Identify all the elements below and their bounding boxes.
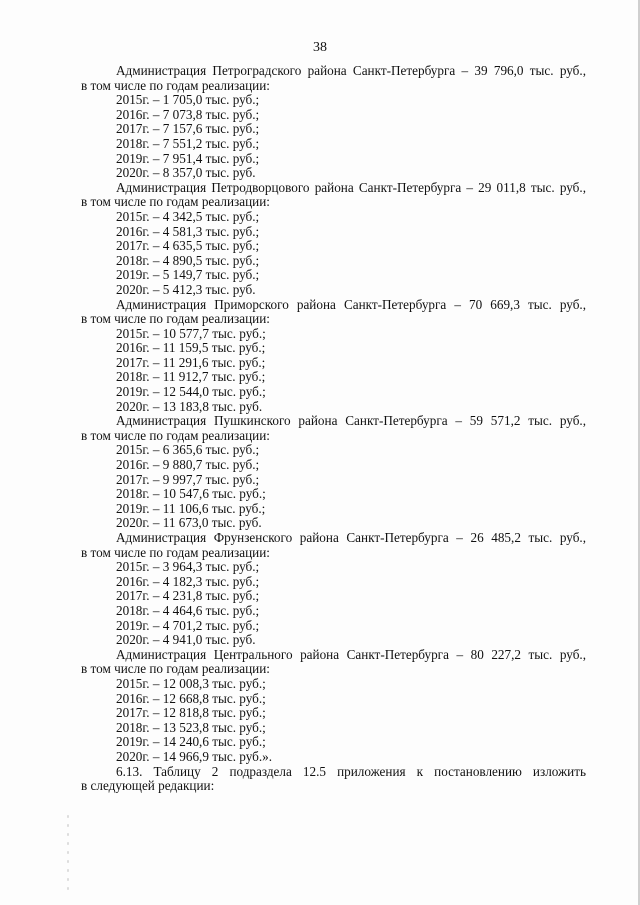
district-block-primorsky	[81, 298, 586, 415]
district-subheading: в том числе по годам реализации:	[81, 661, 270, 677]
district-heading: Администрация Приморского района Санкт-Петербурга – 70 669,3 тыс. руб.,	[116, 296, 586, 312]
year-amount: 2016г. – 7 073,8 тыс. руб.;	[116, 106, 260, 122]
year-amount: 2017г. – 7 157,6 тыс. руб.;	[116, 121, 260, 137]
year-amount: 2019г. – 11 106,6 тыс. руб.;	[116, 500, 266, 516]
district-heading: Администрация Петроградского района Санкт-Петербурга – 39 796,0 тыс. руб.,	[116, 63, 586, 78]
year-amount: 2016г. – 9 880,7 тыс. руб.;	[116, 457, 260, 473]
district-block-frunzensky	[81, 531, 586, 648]
district-subheading: в том числе по годам реализации:	[81, 311, 270, 327]
year-amount: 2020г. – 5 412,3 тыс. руб.	[116, 281, 256, 297]
year-amount: 2018г. – 13 523,8 тыс. руб.;	[116, 719, 266, 735]
year-amount: 2019г. – 7 951,4 тыс. руб.;	[116, 150, 260, 166]
district-subheading: в том числе по годам реализации:	[81, 194, 270, 210]
year-amount: 2018г. – 11 912,7 тыс. руб.;	[116, 369, 266, 385]
year-amount: 2019г. – 12 544,0 тыс. руб.;	[116, 384, 266, 400]
district-heading: Администрация Петродворцового района Санкт-Петербурга – 29 011,8 тыс. руб.,	[116, 179, 586, 195]
district-subheading: в том числе по годам реализации:	[81, 427, 270, 443]
scan-artifact	[66, 812, 70, 892]
year-amount: 2017г. – 12 818,8 тыс. руб.;	[116, 705, 266, 721]
closing-line-1: 6.13. Таблицу 2 подраздела 12.5 приложения к постановлению изложить	[116, 763, 586, 779]
year-amount: 2017г. – 4 231,8 тыс. руб.;	[116, 588, 260, 604]
year-amount: 2015г. – 10 577,7 тыс. руб.;	[116, 325, 266, 341]
year-amount: 2016г. – 4 581,3 тыс. руб.;	[116, 223, 260, 239]
year-amount: 2018г. – 4 464,6 тыс. руб.;	[116, 602, 260, 618]
year-amount: 2015г. – 3 964,3 тыс. руб.;	[116, 559, 260, 575]
year-amount: 2017г. – 4 635,5 тыс. руб.;	[116, 238, 260, 254]
year-amount: 2019г. – 5 149,7 тыс. руб.;	[116, 267, 260, 283]
year-amount: 2019г. – 14 240,6 тыс. руб.;	[116, 734, 266, 750]
year-amount: 2019г. – 4 701,2 тыс. руб.;	[116, 617, 260, 633]
district-heading: Администрация Центрального района Санкт-Петербурга – 80 227,2 тыс. руб.,	[116, 646, 586, 662]
year-amount: 2016г. – 4 182,3 тыс. руб.;	[116, 573, 260, 589]
year-amount: 2017г. – 11 291,6 тыс. руб.;	[116, 354, 266, 370]
year-amount: 2015г. – 1 705,0 тыс. руб.;	[116, 92, 260, 108]
year-amount: 2015г. – 6 365,6 тыс. руб.;	[116, 442, 260, 458]
year-amount: 2018г. – 4 890,5 тыс. руб.;	[116, 252, 260, 268]
year-amount: 2015г. – 4 342,5 тыс. руб.;	[116, 208, 260, 224]
year-amount: 2020г. – 13 183,8 тыс. руб.	[116, 398, 263, 414]
year-amount: 2020г. – 11 673,0 тыс. руб.	[116, 515, 262, 531]
year-amount: 2018г. – 7 551,2 тыс. руб.;	[116, 135, 260, 151]
district-subheading: в том числе по годам реализации:	[81, 544, 270, 560]
year-amount: 2020г. – 14 966,9 тыс. руб.».	[116, 748, 273, 764]
year-amount: 2018г. – 10 547,6 тыс. руб.;	[116, 486, 266, 502]
district-block-pushkinsky	[81, 414, 586, 531]
district-block-tsentralny	[81, 648, 586, 765]
district-block-petrogradsky	[81, 64, 586, 181]
year-amount: 2016г. – 11 159,5 тыс. руб.;	[116, 340, 266, 356]
year-amount: 2016г. – 12 668,8 тыс. руб.;	[116, 690, 266, 706]
district-heading: Администрация Пушкинского района Санкт-Петербурга – 59 571,2 тыс. руб.,	[116, 413, 586, 429]
closing-paragraph	[81, 765, 586, 794]
year-amount: 2017г. – 9 997,7 тыс. руб.;	[116, 471, 260, 487]
page-number: 38	[313, 40, 327, 55]
district-subheading: в том числе по годам реализации:	[81, 77, 270, 93]
district-block-petrodvortsovy	[81, 181, 586, 298]
document-body	[81, 64, 586, 794]
year-amount: 2020г. – 4 941,0 тыс. руб.	[116, 632, 256, 648]
closing-line-2: в следующей редакции:	[81, 778, 215, 794]
year-amount: 2020г. – 8 357,0 тыс. руб.	[116, 165, 256, 181]
year-amount: 2015г. – 12 008,3 тыс. руб.;	[116, 675, 266, 691]
district-heading: Администрация Фрунзенского района Санкт-Петербурга – 26 485,2 тыс. руб.,	[116, 530, 586, 545]
